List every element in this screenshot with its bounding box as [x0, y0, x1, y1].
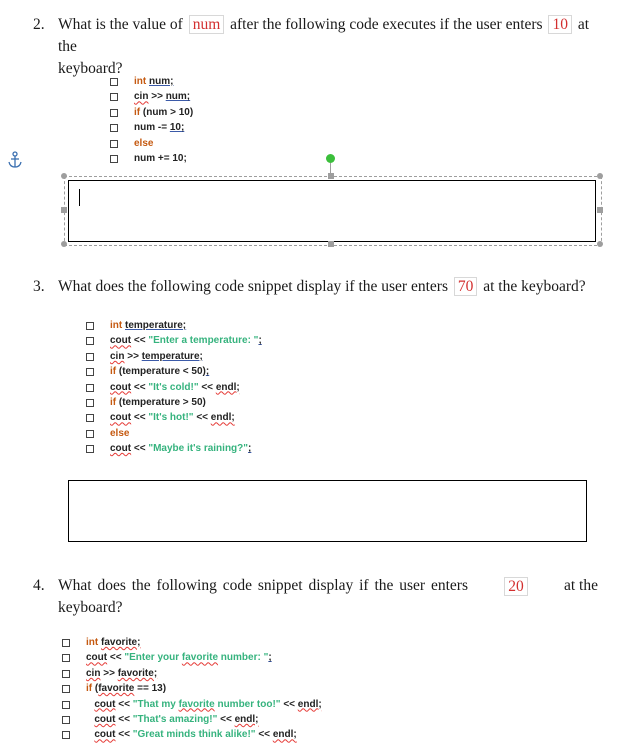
- code-token: num -=: [134, 122, 170, 134]
- code-token: >>: [124, 350, 142, 362]
- question-text-part: What does the following code snippet display if the user enters: [58, 577, 468, 594]
- question-text-part: What does the following code snippet display if the user enters: [58, 278, 448, 295]
- code-text: [134, 151, 187, 166]
- code-token: ;: [268, 652, 272, 664]
- code-token: <<: [115, 729, 133, 741]
- checkbox-bullet-icon: [62, 701, 70, 709]
- question-number: 2.: [33, 16, 45, 33]
- code-token: "Enter a temperature: ": [148, 335, 259, 347]
- question-text: [58, 575, 598, 619]
- code-token: ;: [248, 443, 252, 455]
- question-text: [58, 14, 603, 80]
- question-text-part: What is the value of: [58, 16, 183, 33]
- code-token: cin: [86, 667, 101, 679]
- question-text-part: at the: [563, 577, 598, 594]
- resize-handle-right[interactable]: [597, 207, 603, 213]
- code-token: <<: [255, 729, 273, 741]
- code-text: [134, 120, 184, 135]
- highlight-input: 70: [454, 277, 478, 296]
- code-line: [62, 650, 392, 665]
- question-number: 3.: [33, 278, 45, 295]
- code-token: number too!": [214, 698, 281, 710]
- question-text-part: keyboard?: [58, 60, 123, 77]
- code-line: [62, 635, 392, 650]
- code-token: cout: [110, 335, 132, 347]
- code-line: [62, 681, 392, 696]
- code-text: [86, 712, 259, 727]
- code-text: [86, 681, 166, 696]
- checkbox-bullet-icon: [110, 140, 118, 148]
- checkbox-bullet-icon: [86, 337, 94, 345]
- code-text: [110, 426, 129, 441]
- code-token: == 13): [134, 683, 167, 695]
- code-token: int: [110, 320, 123, 331]
- checkbox-bullet-icon: [86, 384, 94, 392]
- code-token: >>: [148, 91, 166, 103]
- checkbox-bullet-icon: [62, 685, 70, 693]
- code-token: endl;: [272, 729, 297, 741]
- code-token: num += 10;: [134, 152, 187, 164]
- code-snippet: [86, 318, 386, 457]
- checkbox-bullet-icon: [86, 399, 94, 407]
- code-line: [86, 441, 386, 456]
- code-token: endl;: [215, 381, 240, 393]
- code-text: [134, 105, 193, 120]
- resize-handle-top[interactable]: [328, 173, 334, 179]
- code-token: ;: [205, 366, 210, 378]
- code-token: favorite;: [117, 667, 158, 679]
- checkbox-bullet-icon: [86, 353, 94, 361]
- checkbox-bullet-icon: [86, 445, 94, 453]
- checkbox-bullet-icon: [62, 731, 70, 739]
- code-token: if: [110, 396, 117, 408]
- code-text: [86, 635, 140, 650]
- code-token: cin: [110, 350, 125, 362]
- highlight-input: 20: [504, 577, 528, 596]
- checkbox-bullet-icon: [110, 109, 118, 117]
- question-4: [33, 575, 598, 621]
- code-line: [86, 426, 386, 441]
- code-token: endl;: [210, 412, 235, 424]
- code-line: [110, 151, 410, 166]
- code-snippet: [62, 635, 392, 743]
- code-token: <<: [193, 412, 211, 424]
- resize-handle-top-left[interactable]: [61, 173, 67, 179]
- text-cursor: [79, 189, 80, 206]
- code-token: cout: [94, 713, 116, 725]
- code-token: >>: [100, 667, 118, 679]
- question-3: [33, 276, 603, 300]
- code-token: (: [92, 683, 99, 695]
- checkbox-bullet-icon: [86, 322, 94, 330]
- checkbox-bullet-icon: [110, 124, 118, 132]
- anchor-icon: [7, 151, 23, 169]
- code-line: [86, 318, 386, 333]
- code-token: (temperature < 50): [116, 366, 206, 378]
- code-token: <<: [131, 381, 149, 393]
- code-token: num;: [165, 91, 191, 103]
- code-token: num;: [149, 76, 174, 87]
- code-token: if: [86, 683, 93, 695]
- code-line: [110, 89, 410, 104]
- code-token: cout: [110, 443, 132, 455]
- code-token: temperature;: [125, 320, 187, 331]
- code-text: [110, 441, 251, 456]
- code-token: favorite;: [101, 637, 141, 648]
- resize-handle-bottom-right[interactable]: [597, 241, 603, 247]
- question-number: 4.: [33, 577, 45, 594]
- code-text: [110, 333, 262, 348]
- code-token: <<: [131, 412, 149, 424]
- code-line: [86, 410, 386, 425]
- code-token: favorite: [178, 698, 215, 710]
- checkbox-bullet-icon: [86, 414, 94, 422]
- code-text: [110, 410, 235, 425]
- highlight-variable: num: [189, 15, 225, 34]
- code-text: [110, 380, 240, 395]
- code-token: if: [110, 366, 117, 378]
- checkbox-bullet-icon: [62, 716, 70, 724]
- code-token: endl;: [297, 698, 322, 710]
- resize-handle-bottom-left[interactable]: [61, 241, 67, 247]
- code-text: [86, 727, 297, 742]
- code-token: cout: [86, 652, 108, 664]
- code-text: [134, 74, 173, 89]
- code-token: <<: [107, 652, 125, 664]
- checkbox-bullet-icon: [110, 155, 118, 163]
- question-text-part: keyboard?: [58, 599, 123, 616]
- code-token: temperature;: [141, 350, 203, 362]
- code-token: <<: [131, 335, 149, 347]
- code-token: endl;: [234, 713, 259, 725]
- code-line: [86, 333, 386, 348]
- code-token: ;: [258, 335, 262, 347]
- code-snippet: [110, 74, 410, 166]
- code-token: 10;: [169, 122, 185, 134]
- code-token: cout: [94, 729, 116, 741]
- code-text: [110, 318, 186, 333]
- checkbox-bullet-icon: [62, 639, 70, 647]
- code-text: [110, 364, 209, 379]
- code-token: "Great minds think alike!": [132, 729, 256, 741]
- code-line: [86, 395, 386, 410]
- code-line: [62, 712, 392, 727]
- checkbox-bullet-icon: [62, 654, 70, 662]
- rotation-handle[interactable]: [326, 154, 335, 163]
- code-line: [110, 105, 410, 120]
- resize-handle-top-right[interactable]: [597, 173, 603, 179]
- checkbox-bullet-icon: [62, 670, 70, 678]
- code-token: <<: [280, 698, 298, 710]
- code-line: [62, 697, 392, 712]
- code-token: <<: [131, 443, 149, 455]
- resize-handle-left[interactable]: [61, 207, 67, 213]
- checkbox-bullet-icon: [86, 430, 94, 438]
- code-line: [86, 380, 386, 395]
- code-line: [86, 349, 386, 364]
- checkbox-bullet-icon: [86, 368, 94, 376]
- code-line: [110, 136, 410, 151]
- code-token: <<: [115, 698, 133, 710]
- code-token: "Enter your: [124, 652, 182, 664]
- code-token: cout: [94, 698, 116, 710]
- code-line: [110, 74, 410, 89]
- code-text: [86, 697, 322, 712]
- code-token: favorite: [98, 683, 135, 695]
- code-token: cout: [110, 381, 132, 393]
- question-2: [33, 14, 603, 77]
- checkbox-bullet-icon: [110, 78, 118, 86]
- code-token: "Maybe it's raining?": [148, 443, 249, 455]
- question-text-part: at the keyboard?: [483, 278, 586, 295]
- question-text-part: at the: [58, 16, 590, 55]
- code-token: cout: [110, 412, 132, 424]
- code-token: <<: [198, 381, 216, 393]
- code-token: favorite: [181, 652, 219, 664]
- code-token: <<: [115, 713, 133, 725]
- code-token: "That's amazing!": [132, 713, 218, 725]
- code-text: [110, 395, 206, 410]
- code-token: else: [134, 137, 154, 149]
- code-token: int: [134, 76, 147, 87]
- code-token: cin: [134, 91, 149, 103]
- code-line: [86, 364, 386, 379]
- code-token: else: [110, 427, 130, 439]
- code-token: number: ": [218, 652, 269, 664]
- code-text: [134, 89, 190, 104]
- code-text: [134, 136, 153, 151]
- question-text: [58, 276, 603, 298]
- highlight-input: 10: [548, 15, 572, 34]
- code-line: [62, 727, 392, 742]
- code-token: (temperature > 50): [116, 396, 206, 408]
- code-line: [62, 666, 392, 681]
- resize-handle-bottom[interactable]: [328, 241, 334, 247]
- question-text-part: after the following code executes if the user enters: [230, 16, 543, 33]
- answer-box-3[interactable]: [68, 480, 587, 542]
- code-token: "That my: [132, 698, 179, 710]
- code-token: "It's cold!": [148, 381, 199, 393]
- checkbox-bullet-icon: [110, 93, 118, 101]
- code-token: int: [86, 637, 99, 648]
- code-text: [110, 349, 203, 364]
- code-token: <<: [217, 713, 235, 725]
- answer-box-2[interactable]: [68, 180, 596, 242]
- code-text: [86, 666, 157, 681]
- code-token: (num > 10): [140, 106, 194, 118]
- code-token: "It's hot!": [148, 412, 194, 424]
- code-line: [110, 120, 410, 135]
- code-text: [86, 650, 272, 665]
- code-token: if: [134, 106, 141, 118]
